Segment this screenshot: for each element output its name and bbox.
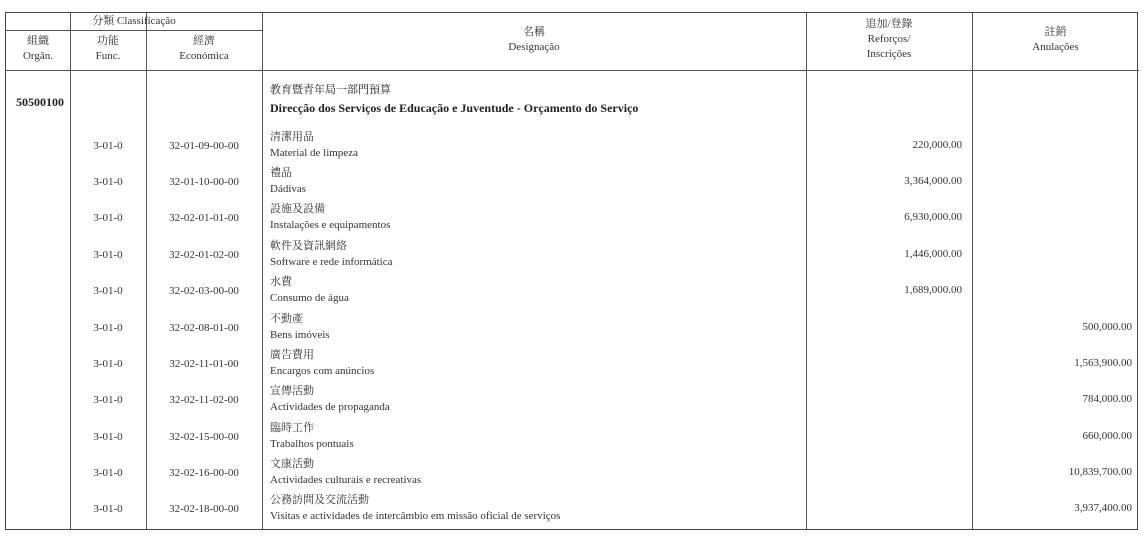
econ-code: 32-02-16-00-00 — [169, 467, 239, 479]
designation: 設施及設備 Instalações e equipamentos — [270, 202, 391, 231]
econ-code: 32-02-03-00-00 — [169, 285, 239, 297]
func-code: 3-01-0 — [93, 394, 123, 406]
org-column-header: 組織 Orgân. — [22, 35, 54, 62]
budget-table — [5, 12, 1138, 530]
reinforcement-value: 220,000.00 — [912, 139, 962, 151]
reinforcement-value: 3,364,000.00 — [904, 175, 962, 187]
designation: 文康活動 Actividades culturais e recreativas — [270, 457, 422, 486]
cancellation-value: 1,563,900.00 — [1074, 357, 1132, 369]
designation: 廣告費用 Encargos com anúncios — [270, 348, 375, 377]
section-title-pt: Direcção dos Serviços de Educação e Juventude - Orçamento do Serviço — [270, 101, 639, 115]
cancellation-value: 10,839,700.00 — [1068, 466, 1132, 478]
econ-code: 32-02-01-02-00 — [169, 249, 239, 261]
reinforcement-value: 1,446,000.00 — [904, 248, 962, 260]
designation: 清潔用品 Material de limpeza — [270, 130, 358, 159]
table-row — [6, 383, 1139, 419]
econ-code: 32-02-18-00-00 — [169, 503, 239, 515]
func-code: 3-01-0 — [93, 467, 123, 479]
designation: 水費 Consumo de água — [270, 275, 349, 304]
cancellation-value: 500,000.00 — [1082, 321, 1132, 333]
table-row — [6, 420, 1139, 456]
econ-code: 32-02-11-02-00 — [169, 394, 239, 406]
table-row — [6, 311, 1139, 347]
table-row — [6, 456, 1139, 492]
header-divider — [6, 30, 262, 31]
econ-column-header: 經濟 Económica — [179, 35, 229, 62]
func-code: 3-01-0 — [93, 249, 123, 261]
cancellation-column-header: 註銷 Anulações — [1032, 26, 1079, 53]
func-code: 3-01-0 — [93, 358, 123, 370]
func-code: 3-01-0 — [93, 176, 123, 188]
section-title-zh: 教育暨青年局一部門預算 — [270, 83, 391, 96]
func-column-header: 功能 Func. — [95, 35, 121, 62]
organization-code: 50500100 — [16, 95, 64, 109]
cancellation-value: 660,000.00 — [1082, 430, 1132, 442]
table-row — [6, 201, 1139, 237]
table-row — [6, 274, 1139, 310]
cancellation-value: 784,000.00 — [1082, 393, 1132, 405]
econ-code: 32-02-08-01-00 — [169, 322, 239, 334]
func-code: 3-01-0 — [93, 285, 123, 297]
func-code: 3-01-0 — [93, 431, 123, 443]
table-row — [6, 165, 1139, 201]
section-title — [270, 80, 638, 118]
designation: 禮品 Dádivas — [270, 166, 307, 195]
designation-column-header: 名稱 Designação — [508, 26, 560, 53]
econ-code: 32-02-15-00-00 — [169, 431, 239, 443]
func-code: 3-01-0 — [93, 212, 123, 224]
econ-code: 32-01-09-00-00 — [169, 140, 239, 152]
table-row — [6, 238, 1139, 274]
designation: 公務訪問及交流活動 Visitas e actividades de intercâmbio em missão oficial de serviços — [270, 493, 561, 522]
reinforcement-value: 1,689,000.00 — [904, 284, 962, 296]
reinforcement-value: 6,930,000.00 — [904, 211, 962, 223]
cancellation-value: 3,937,400.00 — [1074, 502, 1132, 514]
designation: 不動產 Bens imóveis — [270, 312, 330, 341]
func-code: 3-01-0 — [93, 140, 123, 152]
table-row — [6, 492, 1139, 528]
econ-code: 32-02-01-01-00 — [169, 212, 239, 224]
func-code: 3-01-0 — [93, 503, 123, 515]
func-code: 3-01-0 — [93, 322, 123, 334]
table-row — [6, 347, 1139, 383]
econ-code: 32-02-11-01-00 — [169, 358, 239, 370]
reinforcement-column-header: 追加/登錄 Reforços/ Inscrições — [865, 18, 913, 60]
designation: 軟件及資訊網絡 Software e rede informática — [270, 239, 393, 268]
econ-code: 32-01-10-00-00 — [169, 176, 239, 188]
designation: 宣傳活動 Actividades de propaganda — [270, 384, 390, 413]
classification-header: 分類 Classificação — [92, 15, 176, 27]
header-bottom-line — [6, 70, 1139, 71]
table-row — [6, 129, 1139, 165]
designation: 臨時工作 Trabalhos pontuais — [270, 421, 354, 450]
